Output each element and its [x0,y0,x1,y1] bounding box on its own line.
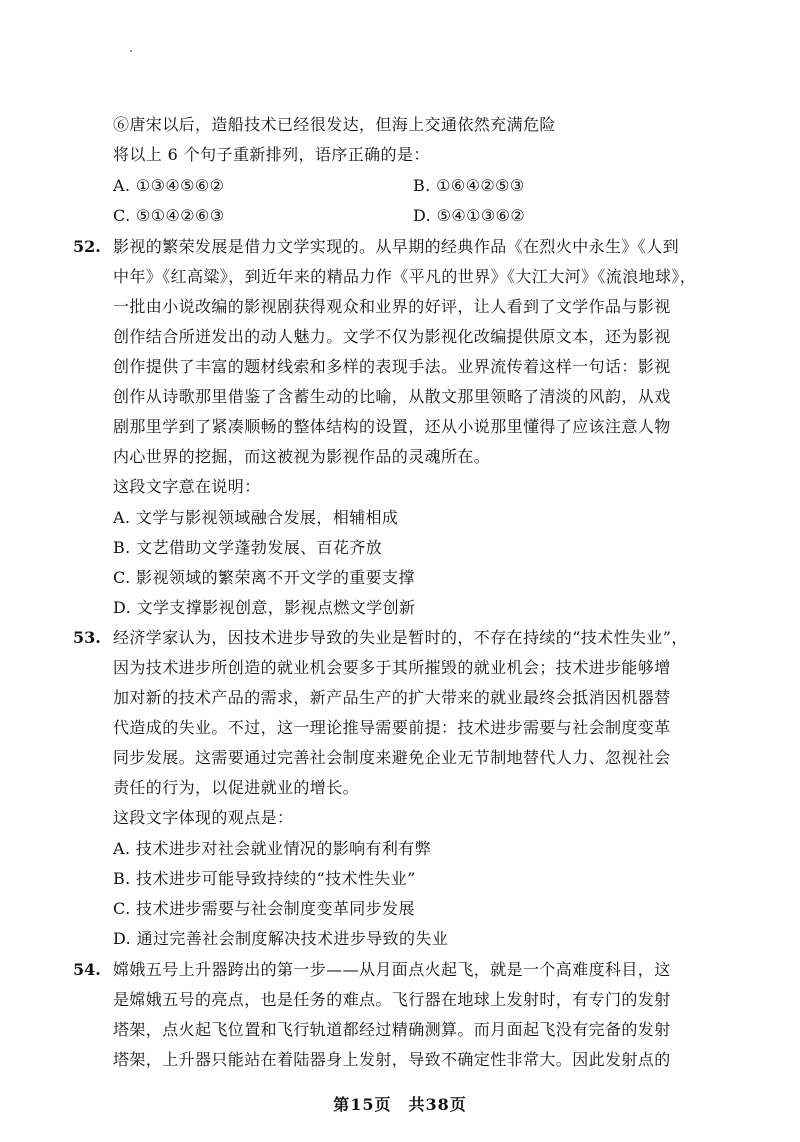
passage-line: 一批由小说改编的影视剧获得观众和业界的好评，让人看到了文学作品与影视 [113,297,671,316]
option-c: C. ⑤①④②⑥③ [113,206,225,225]
question-stem: 这段文字体现的观点是： [113,808,294,827]
passage-line: 代造成的失业。不过，这一理论推导需要前提：技术进步需要与社会制度变革 [113,718,671,737]
option-b: B. 技术进步可能导致持续的“技术性失业” [113,869,416,888]
passage-line: 塔架，点火起飞位置和飞行轨道都经过精确测算。而月面起飞没有完备的发射 [113,1020,671,1039]
passage-line: 创作提供了丰富的题材线索和多样的表现手法。业界流传着这样一句话：影视 [113,357,671,376]
question-stem: 将以上 6 个句子重新排列，语序正确的是： [113,145,430,164]
option-d: D. ⑤④①③⑥② [413,206,526,225]
passage-line: 经济学家认为，因技术进步导致的失业是暂时的，不存在持续的“技术性失业”， [113,628,688,647]
option-b: B. 文艺借助文学蓬勃发展、百花齐放 [113,538,383,557]
page-footer: 第15页 共38页 [333,1095,467,1114]
passage-line: 加对新的技术产品的需求，新产品生产的扩大带来的就业最终会抵消因机器替 [113,688,671,707]
passage-line: 影视的繁荣发展是借力文学实现的。从早期的经典作品《在烈火中永生》《人到 [113,237,680,256]
passage-line: 同步发展。这需要通过完善社会制度来避免企业无节制地替代人力、忽视社会 [113,748,671,767]
scan-speck [130,50,132,52]
passage-line: 因为技术进步所创造的就业机会要多于其所摧毁的就业机会；技术进步能够增 [113,658,671,677]
question-number: 52. [73,237,101,256]
question-number: 53. [73,628,101,647]
option-c: C. 影视领域的繁荣离不开文学的重要支撑 [113,568,415,587]
option-b: B. ①⑥④②⑤③ [413,176,525,195]
passage-line: 嫦娥五号上升器跨出的第一步——从月面点火起飞，就是一个高难度科目，这 [113,960,671,979]
passage-line: 剧那里学到了紧凑顺畅的整体结构的设置，还从小说那里懂得了应该注意人物 [113,417,671,436]
passage-line: 中年》《红高粱》，到近年来的精品力作《平凡的世界》《大江大河》《流浪地球》， [113,267,697,286]
option-d: D. 通过完善社会制度解决技术进步导致的失业 [113,929,449,948]
passage-line: 是嫦娥五号的亮点，也是任务的难点。飞行器在地球上发射时，有专门的发射 [113,990,671,1009]
sentence-6: ⑥唐宋以后，造船技术已经很发达，但海上交通依然充满危险 [113,115,556,134]
option-d: D. 文学支撑影视创意，影视点燃文学创新 [113,598,416,617]
passage-line: 责任的行为，以促进就业的增长。 [113,778,360,797]
passage-line: 创作结合所迸发出的动人魅力。文学不仅为影视化改编提供原文本，还为影视 [113,327,671,346]
option-a: A. 技术进步对社会就业情况的影响有利有弊 [113,839,432,858]
passage-line: 创作从诗歌那里借鉴了含蓄生动的比喻，从散文那里领略了清淡的风韵，从戏 [113,387,671,406]
passage-line: 塔架，上升器只能站在着陆器身上发射，导致不确定性非常大。因此发射点的 [113,1050,671,1069]
option-c: C. 技术进步需要与社会制度变革同步发展 [113,899,415,918]
option-a: A. 文学与影视领域融合发展，相辅相成 [113,508,399,527]
passage-line: 内心世界的挖掘，而这被视为影视作品的灵魂所在。 [113,447,491,466]
question-stem: 这段文字意在说明： [113,477,261,496]
question-number: 54. [73,960,101,979]
option-a: A. ①③④⑤⑥② [113,176,225,195]
